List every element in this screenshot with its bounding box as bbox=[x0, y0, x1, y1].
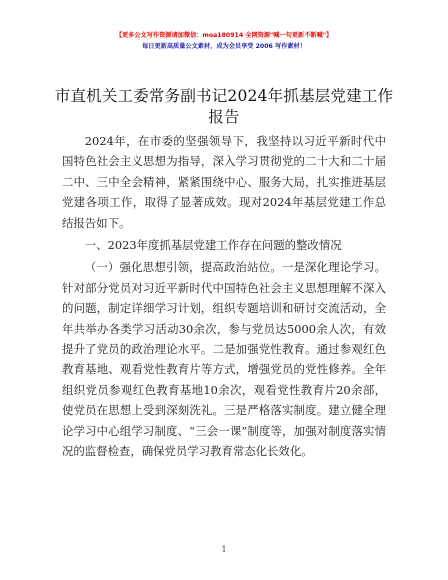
promo-banner bbox=[0, 30, 448, 52]
promo-line-2: 每日更新高质量公文素材，成为会员享受 2006 写作素材！ bbox=[142, 43, 306, 50]
promo-line-1: 【更多公文写作资源请加微信：moa180914 全网资源"喊一句更新不断喊"】 bbox=[115, 32, 333, 39]
document-body bbox=[62, 131, 386, 462]
section-heading-1: 一、2023年度抓基层党建工作存在问题的整改情况 bbox=[84, 238, 342, 253]
intro-paragraph: 2024年，在市委的坚强领导下，我坚持以习近平新时代中国特色社会主义思想为指导，深入学习贯彻党的二十大和二十届二中、三中全会精神，紧紧围绕中心、服务大局，扎实推进基层党建各项工作，取得了显著成效。现对2024年基层党建工作总结报告如下。 bbox=[62, 134, 386, 230]
document-title: 市直机关工委常务副书记2024年抓基层党建工作报告 bbox=[54, 87, 394, 126]
section-1-paragraph: （一）强化思想引领，提高政治站位。一是深化理论学习。针对部分党员对习近平新时代中国特色社会主义思想理解不深入的问题，制定详细学习计划，组织专题培训和研讨交流活动，全年共举办各类学习活动30余次，参与党员达5000余人次，有效提升了党员的政治理论水平。二是加强党性教育。通过参观红色教育基地、观看党性教育片等方式，增强党员的党性修养。全年组织党员参观红色教育基地10余次，观看党性教育片20余部，使党员在思想上受到深刻洗礼。三是严格落实制度。建立健全理论学习中心组学习制度、“三会一课”制度等，加强对制度落实情况的监督检查，确保党员学习教育常态化长效化。 bbox=[62, 260, 386, 459]
page-number: 1 bbox=[221, 545, 227, 554]
